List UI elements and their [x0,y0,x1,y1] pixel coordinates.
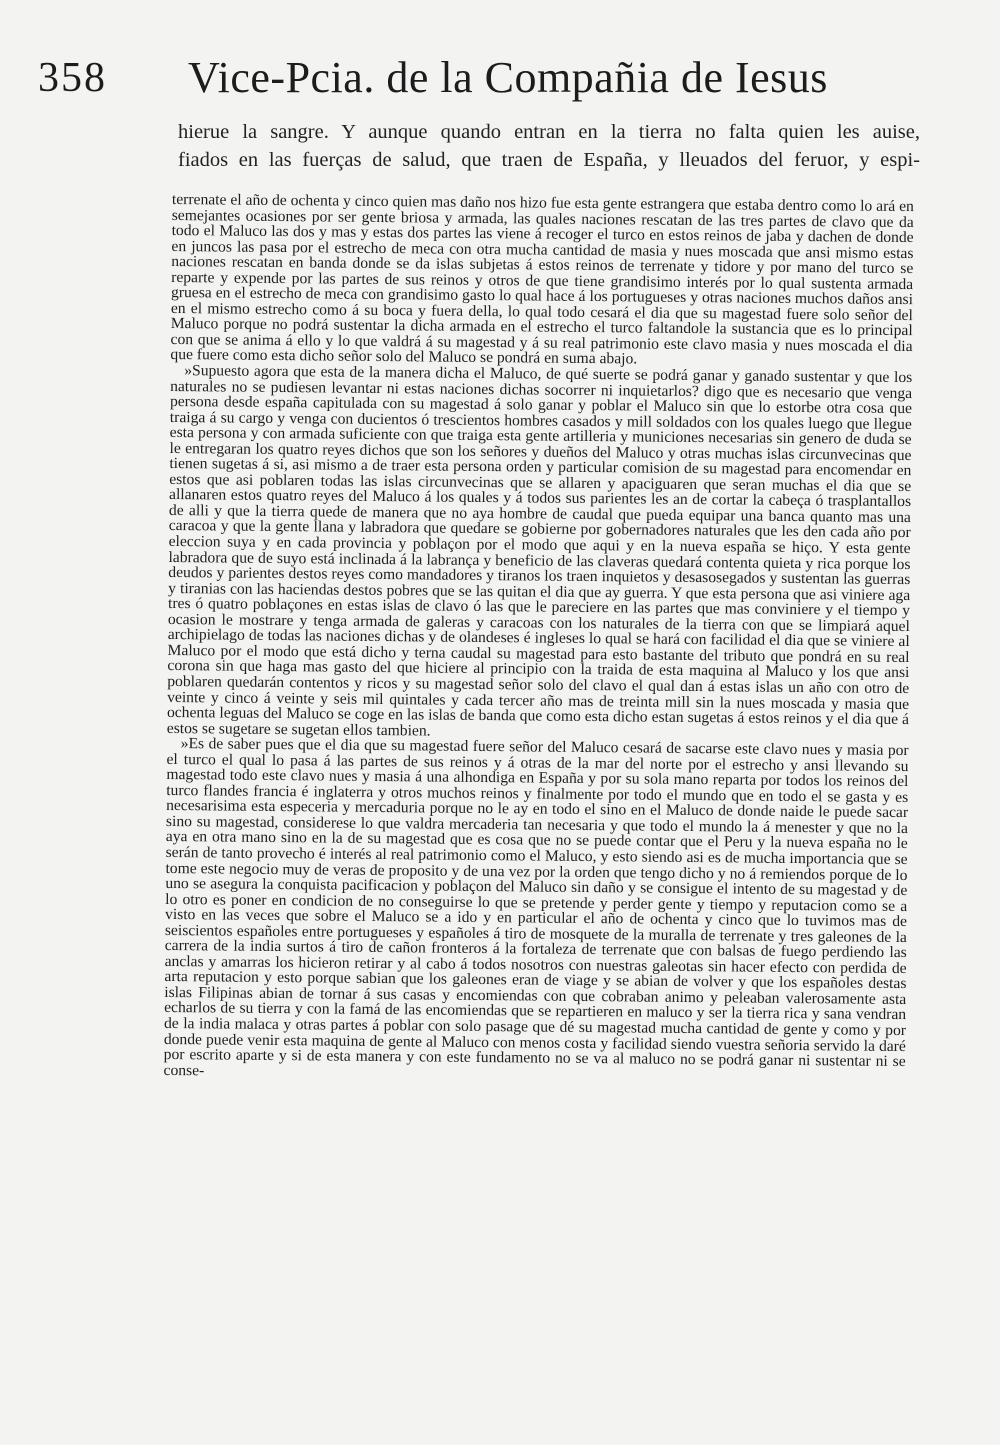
text-line: fiados en las fuerças de salud, que traen de España, y lleuados del feruor, y espi- [178,149,920,171]
continuation-lines [178,118,920,174]
page-header [38,52,918,112]
text-line: hierue la sangre. Y aunque quando entran en la tierra no falta quien les auise, [178,121,920,143]
page-number: 358 [38,55,107,101]
paragraph: »Supuesto agora que esta de la manera dicha el Maluco, de qué suerte se podrá ganar y ganado sustentar y que los naturales no se pudiesen levantar ni estas naciones dichas socorrer ni inquietarlos? digo que es necesario que venga persona desde españa capitulada con su magestad á solo ganar y poblar el Maluco sin que lo estorbe otra cosa que traiga á su cargo y venga con ducientos ó trescientos hombres casados y mill soldados con los quales luego que llegue esta persona y con armada suficiente con que traiga esta gente artilleria y municiones necesarias sin genero de duda se le entregaran los quatro reyes dichos que son los señores y dueños del Maluco y otras muchas islas circunvecinas que tienen sugetas á si, asi mismo a de traer esta persona orden y particular comision de su magestad para encomendar en estos que asi poblaren todas las islas circunvecinas que se allaren y apaciguaren que seran muchas el dia que se allanaren estos quatro reyes del Maluco á los quales y á todos sus parientes les an de cortar la cabeça ó trasplantallos de alli y que la tierra quede de manera que no aya hombre de caudal que pueda equipar una banca quanto mas una caracoa y que la gente llana y labradora que quedare se gobierne por gobernadores naturales que les den cada año por eleccion suya y en cada provincia y poblaçon por el modo que aqui y en la nueva españa se hiço. Y esta gente labradora que de suyo está inclinada á la labrança y beneficio de las claveras quedará contenta quieta y rica porque los deudos y parientes destos reyes como mandadores y tiranos los traen inquietos y desasosegados y sustentan las guerras y tiranias con las haciendas destos pobres que se las quitan el dia que ay guerra. Y que esta persona que asi viniere aga tres ó quatro poblaçones en estas islas de clavo ó las que le pareciere en las partes que mas conviniere y el tiempo y ocasion le mostrare y tenga armada de galeras y caracoas con los naturales de la tierra con que se limpiará aquel archipielago de todas las naciones dichas y de olandeses é ingleses lo qual se hará con facilidad el dia que se viniere al Maluco por el modo que está dicho y terna caudal su magestad para esto bastante del tributo que pondrá en su real corona sin que haga mas gasto del que hiciere al principio con la traida de esta maquina al Maluco y los que ansi poblaren quedarán contentos y ricos y su magestad señor solo del clavo el qual dan á estas islas un año con otro de veinte y cinco á veinte y seis mil quintales y cada tercer año mas de treinta mill sin la nues moscada y masia que ochenta leguas del Maluco se coge en las islas de banda que como esta dicho estan sugetas á estos reinos y el dia que á estos se sugetare se sugetan ellos tambien. [166,362,913,740]
paragraph: terrenate el año de ochenta y cinco quien mas daño nos hizo fue esta gente estrangera que estaba dentro como lo ará en semejantes ocasiones por ser gente briosa y armada, las quales naciones rescatan de las tres partes de clavo que da todo el Maluco las dos y mas y estas dos partes las viene á recoger el turco en estos reinos de jaba y dachen de donde en juncos las pasa por el estrecho de meca con otra mucha cantidad de masia y nues moscada que ansi mismo estas naciones rescatan en banda donde se da islas subjetas á estos reinos de terrenate y tidore y por mano del turco se reparte y expende por las partes de sus reinos y otros de que tiene grandisimo interés por lo qual sustenta armada gruesa en el estrecho de meca con grandisimo gasto lo qual hace á los portugueses y otras naciones muchos daños ansi en el mismo estrecho como á su boca y fuera della, lo qual todo cesará el dia que su magestad fuere solo señor del Maluco porque no podrá sustentar la dicha armada en el estrecho el turco faltandole la sustancia que es lo principal con que se anima á ello y lo que valdrá á su magestad y á su real patrimonio este clavo masia y nues moscada el dia que fuere como esta dicho señor solo del Maluco se pondrá en suma abajo. [170,191,914,368]
running-title: Vice-Pcia. de la Compañia de Iesus [188,53,828,102]
quoted-document-body [163,192,913,1085]
paragraph: »Es de saber pues que el dia que su magestad fuere señor del Maluco cesará de sacarse este clavo nues y masia por el turco el qual lo pasa á las partes de sus reinos y á otras de la mar del norte por el estrecho y ansi llevando su magestad todo este clavo nues y masia á una alhondiga en España y por su sola mano reparta por todos los reinos del turco flandes francia é inglaterra y otros muchos reinos y finalmente por todo el mundo que en todo el se gasta y es necesarisima esta especeria y mercaduria porque no le ay en todo el sino en el Maluco de donde naide le puede sacar sino su magestad, considerese lo que valdra mercaderia tan necesaria y que todo el mundo la á menester y que no la aya en otra mano sino en la de su magestad que es cosa que no se puede contar que el Peru y la nueva españa no le serán de tanto provecho é interés al real patrimonio como el Maluco, y esto siendo asi es de mucha importancia que se tome este negocio muy de veras de proposito y de una vez por la orden que tengo dicho y no á remiendos porque de lo uno se asegura la conquista pacificacion y poblaçon del Maluco sin daño y se consigue el intento de su magestad y de lo otro es poner en condicion de no conseguirse lo que se pretende y perder gente y tiempo y reputacion como se a visto en las veces que sobre el Maluco se a ido y en particular el año de ochenta y cinco que lo tuvimos mas de seiscientos españoles entre portugueses y españoles á tiro de mosquete de la muralla de terrenate y tres galeones de la carrera de la india surtos á tiro de cañon fronteros á la fortaleza de terrenate que con balsas de fuego perdiendo las anclas y amarras los hicieron retirar y al cabo á todos nosotros con nuestras galeotas sin hacer efecto con perdida de arta reputacion y esto porque sabian que los galeones eran de viage y se abian de volver y que los españoles destas islas Filipinas abian de tornar á sus casas y encomiendas con que cobraban animo y peleaban valerosamente asta echarlos de su tierra y con la famá de las encomiendas que se repartieren en maluco y ser la tierra rica y sana vendran de la india malaca y otras partes á poblar con solo pasage que dé su magestad mucha cantidad de gente y como y por donde puede venir esta maquina de gente al Maluco con menos costa y facilidad siendo vuestra señoria servido la daré por escrito aparte y si de esta manera y con este fundamento no se va al maluco no se podrá ganar ni sustentar ni se conse- [163,735,909,1079]
